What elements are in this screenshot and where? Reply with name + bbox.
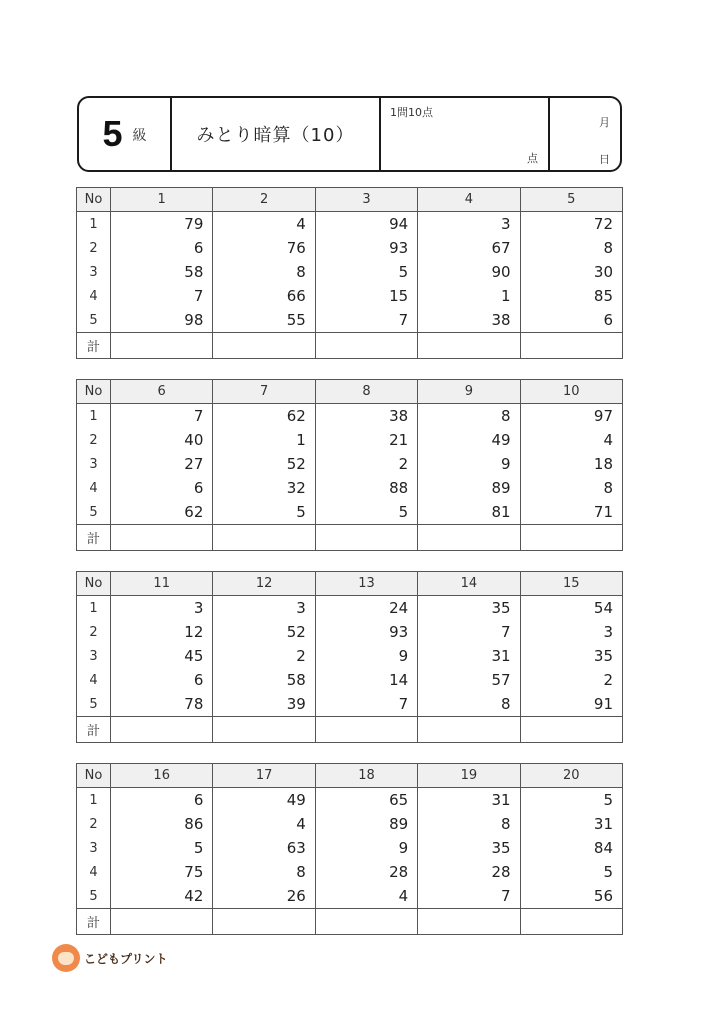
- number-cell: 76: [213, 236, 315, 260]
- row-number: 2: [77, 620, 111, 644]
- number-cell: 1: [213, 428, 315, 452]
- problem-number-header: 7: [213, 380, 315, 404]
- problem-table-4: [76, 763, 623, 935]
- number-cell: 9: [315, 836, 417, 860]
- number-cell: 31: [418, 644, 520, 668]
- number-cell: 32: [213, 476, 315, 500]
- number-cell: 27: [111, 452, 213, 476]
- number-cell: 38: [418, 308, 520, 333]
- no-header: No: [77, 572, 111, 596]
- table-row: [77, 236, 623, 260]
- number-cell: 58: [213, 668, 315, 692]
- number-cell: 79: [111, 212, 213, 237]
- answer-cell[interactable]: [418, 909, 520, 935]
- number-cell: 28: [418, 860, 520, 884]
- number-cell: 6: [111, 668, 213, 692]
- number-cell: 4: [213, 812, 315, 836]
- table-header-row: [77, 764, 623, 788]
- row-number: 2: [77, 812, 111, 836]
- score-note: 1問10点: [390, 106, 433, 119]
- sum-label: 計: [77, 525, 111, 551]
- answer-cell[interactable]: [520, 333, 622, 359]
- problem-number-header: 18: [315, 764, 417, 788]
- worksheet-header: [77, 96, 622, 172]
- number-cell: 21: [315, 428, 417, 452]
- problem-number-header: 8: [315, 380, 417, 404]
- problem-number-header: 3: [315, 188, 417, 212]
- problem-table-3: [76, 571, 623, 743]
- number-cell: 49: [418, 428, 520, 452]
- number-cell: 39: [213, 692, 315, 717]
- row-number: 1: [77, 212, 111, 237]
- number-cell: 3: [213, 596, 315, 621]
- sum-row: [77, 909, 623, 935]
- number-cell: 65: [315, 788, 417, 813]
- problem-number-header: 9: [418, 380, 520, 404]
- number-cell: 7: [315, 692, 417, 717]
- number-cell: 4: [213, 212, 315, 237]
- sum-label: 計: [77, 717, 111, 743]
- sum-row: [77, 717, 623, 743]
- number-cell: 5: [111, 836, 213, 860]
- number-cell: 56: [520, 884, 622, 909]
- no-header: No: [77, 764, 111, 788]
- answer-cell[interactable]: [315, 525, 417, 551]
- table-row: [77, 500, 623, 525]
- table-row: [77, 308, 623, 333]
- number-cell: 5: [520, 860, 622, 884]
- number-cell: 5: [315, 500, 417, 525]
- sum-row: [77, 333, 623, 359]
- number-cell: 62: [213, 404, 315, 429]
- number-cell: 55: [213, 308, 315, 333]
- answer-cell[interactable]: [111, 525, 213, 551]
- number-cell: 62: [111, 500, 213, 525]
- number-cell: 85: [520, 284, 622, 308]
- score-unit: 点: [527, 152, 538, 165]
- number-cell: 58: [111, 260, 213, 284]
- row-number: 3: [77, 836, 111, 860]
- number-cell: 26: [213, 884, 315, 909]
- problem-number-header: 17: [213, 764, 315, 788]
- number-cell: 94: [315, 212, 417, 237]
- row-number: 4: [77, 284, 111, 308]
- number-cell: 86: [111, 812, 213, 836]
- number-cell: 2: [213, 644, 315, 668]
- number-cell: 2: [520, 668, 622, 692]
- row-number: 1: [77, 596, 111, 621]
- number-cell: 90: [418, 260, 520, 284]
- grade-label: 級: [132, 128, 147, 144]
- table-row: [77, 596, 623, 621]
- table-row: [77, 428, 623, 452]
- row-number: 1: [77, 788, 111, 813]
- number-cell: 3: [520, 620, 622, 644]
- table-row: [77, 452, 623, 476]
- row-number: 2: [77, 236, 111, 260]
- problem-number-header: 2: [213, 188, 315, 212]
- number-cell: 35: [418, 596, 520, 621]
- table-row: [77, 644, 623, 668]
- number-cell: 6: [111, 788, 213, 813]
- number-cell: 67: [418, 236, 520, 260]
- number-cell: 66: [213, 284, 315, 308]
- table-row: [77, 476, 623, 500]
- table-row: [77, 404, 623, 429]
- number-cell: 7: [418, 620, 520, 644]
- number-cell: 49: [213, 788, 315, 813]
- number-cell: 91: [520, 692, 622, 717]
- problem-number-header: 20: [520, 764, 622, 788]
- problem-number-header: 12: [213, 572, 315, 596]
- number-cell: 35: [520, 644, 622, 668]
- number-cell: 31: [520, 812, 622, 836]
- answer-cell[interactable]: [418, 525, 520, 551]
- no-header: No: [77, 188, 111, 212]
- table-row: [77, 812, 623, 836]
- sum-label: 計: [77, 909, 111, 935]
- answer-cell[interactable]: [213, 717, 315, 743]
- number-cell: 4: [315, 884, 417, 909]
- day-label: 日: [599, 153, 610, 166]
- number-cell: 8: [418, 812, 520, 836]
- number-cell: 6: [111, 476, 213, 500]
- table-header-row: [77, 188, 623, 212]
- row-number: 5: [77, 308, 111, 333]
- table-row: [77, 860, 623, 884]
- number-cell: 54: [520, 596, 622, 621]
- number-cell: 15: [315, 284, 417, 308]
- answer-cell[interactable]: [520, 525, 622, 551]
- problem-number-header: 5: [520, 188, 622, 212]
- number-cell: 72: [520, 212, 622, 237]
- number-cell: 18: [520, 452, 622, 476]
- table-row: [77, 212, 623, 237]
- answer-cell[interactable]: [315, 717, 417, 743]
- problem-number-header: 1: [111, 188, 213, 212]
- table-row: [77, 668, 623, 692]
- problem-number-header: 13: [315, 572, 417, 596]
- cat-face-icon: [52, 944, 80, 972]
- problem-number-header: 11: [111, 572, 213, 596]
- row-number: 4: [77, 476, 111, 500]
- number-cell: 31: [418, 788, 520, 813]
- row-number: 4: [77, 668, 111, 692]
- table-row: [77, 692, 623, 717]
- answer-cell[interactable]: [111, 333, 213, 359]
- grade-number: 5: [102, 113, 123, 154]
- row-number: 4: [77, 860, 111, 884]
- problem-number-header: 10: [520, 380, 622, 404]
- number-cell: 45: [111, 644, 213, 668]
- brand-name: こどもプリント: [84, 951, 168, 966]
- table-row: [77, 620, 623, 644]
- table-header-row: [77, 572, 623, 596]
- answer-cell[interactable]: [315, 333, 417, 359]
- number-cell: 6: [111, 236, 213, 260]
- number-cell: 6: [520, 308, 622, 333]
- row-number: 3: [77, 452, 111, 476]
- number-cell: 8: [418, 404, 520, 429]
- answer-cell[interactable]: [213, 333, 315, 359]
- row-number: 5: [77, 692, 111, 717]
- number-cell: 7: [418, 884, 520, 909]
- number-cell: 38: [315, 404, 417, 429]
- answer-cell[interactable]: [213, 525, 315, 551]
- answer-cell[interactable]: [418, 717, 520, 743]
- number-cell: 12: [111, 620, 213, 644]
- number-cell: 28: [315, 860, 417, 884]
- problem-number-header: 16: [111, 764, 213, 788]
- number-cell: 52: [213, 452, 315, 476]
- answer-cell[interactable]: [111, 717, 213, 743]
- number-cell: 3: [418, 212, 520, 237]
- problem-number-header: 19: [418, 764, 520, 788]
- number-cell: 1: [418, 284, 520, 308]
- number-cell: 7: [315, 308, 417, 333]
- sum-row: [77, 525, 623, 551]
- number-cell: 5: [315, 260, 417, 284]
- row-number: 3: [77, 644, 111, 668]
- no-header: No: [77, 380, 111, 404]
- number-cell: 75: [111, 860, 213, 884]
- number-cell: 35: [418, 836, 520, 860]
- row-number: 1: [77, 404, 111, 429]
- answer-cell[interactable]: [315, 909, 417, 935]
- number-cell: 42: [111, 884, 213, 909]
- number-cell: 3: [111, 596, 213, 621]
- number-cell: 98: [111, 308, 213, 333]
- row-number: 2: [77, 428, 111, 452]
- number-cell: 8: [418, 692, 520, 717]
- problem-number-header: 6: [111, 380, 213, 404]
- answer-cell[interactable]: [520, 909, 622, 935]
- number-cell: 89: [418, 476, 520, 500]
- number-cell: 7: [111, 284, 213, 308]
- number-cell: 57: [418, 668, 520, 692]
- problem-number-header: 15: [520, 572, 622, 596]
- number-cell: 8: [520, 476, 622, 500]
- table-row: [77, 884, 623, 909]
- answer-cell[interactable]: [111, 909, 213, 935]
- problem-number-header: 4: [418, 188, 520, 212]
- row-number: 5: [77, 884, 111, 909]
- number-cell: 84: [520, 836, 622, 860]
- table-row: [77, 836, 623, 860]
- problem-table-2: [76, 379, 623, 551]
- number-cell: 89: [315, 812, 417, 836]
- problem-table-1: [76, 187, 623, 359]
- number-cell: 30: [520, 260, 622, 284]
- score-field[interactable]: [381, 98, 550, 170]
- table-row: [77, 284, 623, 308]
- number-cell: 71: [520, 500, 622, 525]
- table-header-row: [77, 380, 623, 404]
- number-cell: 9: [315, 644, 417, 668]
- number-cell: 40: [111, 428, 213, 452]
- table-row: [77, 260, 623, 284]
- answer-cell[interactable]: [418, 333, 520, 359]
- number-cell: 78: [111, 692, 213, 717]
- number-cell: 8: [213, 260, 315, 284]
- number-cell: 97: [520, 404, 622, 429]
- number-cell: 93: [315, 620, 417, 644]
- number-cell: 5: [213, 500, 315, 525]
- worksheet-title: みとり暗算（10）: [172, 98, 381, 170]
- number-cell: 52: [213, 620, 315, 644]
- number-cell: 8: [520, 236, 622, 260]
- number-cell: 93: [315, 236, 417, 260]
- number-cell: 9: [418, 452, 520, 476]
- number-cell: 5: [520, 788, 622, 813]
- number-cell: 14: [315, 668, 417, 692]
- number-cell: 63: [213, 836, 315, 860]
- sum-label: 計: [77, 333, 111, 359]
- brand-logo: [52, 944, 168, 972]
- number-cell: 88: [315, 476, 417, 500]
- number-cell: 81: [418, 500, 520, 525]
- row-number: 5: [77, 500, 111, 525]
- grade-cell: [79, 98, 172, 170]
- number-cell: 24: [315, 596, 417, 621]
- problem-number-header: 14: [418, 572, 520, 596]
- table-row: [77, 788, 623, 813]
- number-cell: 2: [315, 452, 417, 476]
- answer-cell[interactable]: [520, 717, 622, 743]
- month-label: 月: [599, 116, 610, 129]
- date-field[interactable]: [550, 98, 620, 170]
- answer-cell[interactable]: [213, 909, 315, 935]
- row-number: 3: [77, 260, 111, 284]
- number-cell: 7: [111, 404, 213, 429]
- number-cell: 4: [520, 428, 622, 452]
- number-cell: 8: [213, 860, 315, 884]
